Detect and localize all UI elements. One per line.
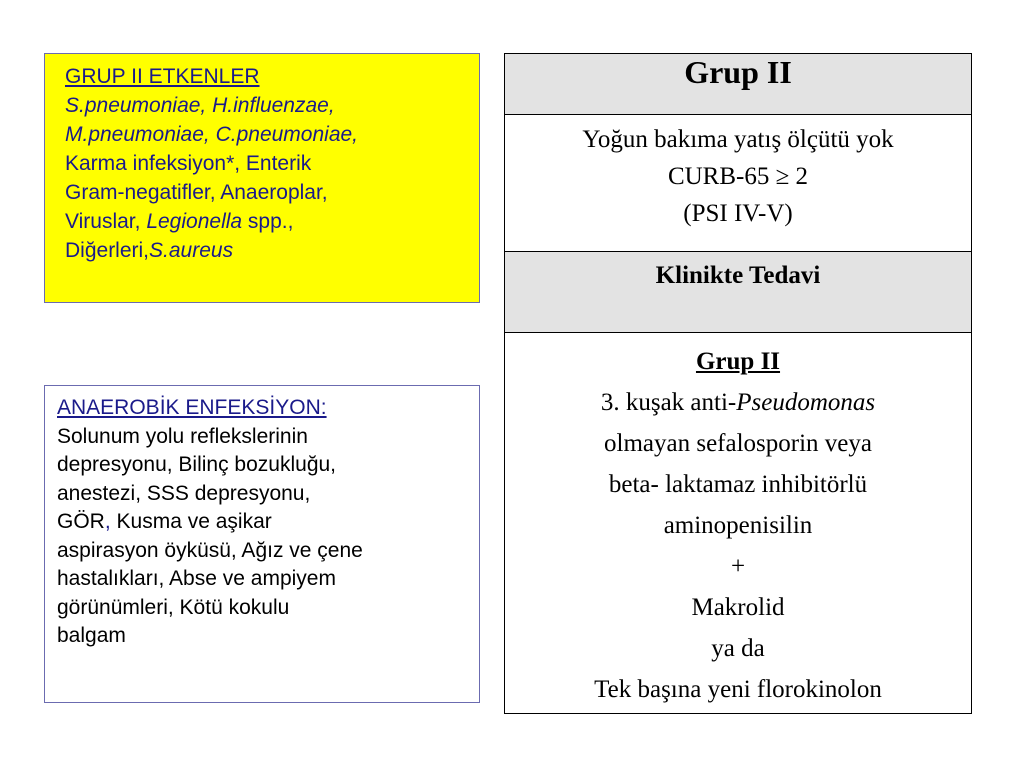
table-subheader: Klinikte Tedavi: [505, 252, 972, 333]
treatment-line-6: Makrolid: [691, 594, 785, 621]
anaerob-line-4: [57, 508, 473, 537]
etkenler-box: [44, 53, 480, 303]
criteria-line-3: (PSI IV-V): [683, 200, 793, 227]
criteria-cell: [505, 115, 972, 252]
anaerob-line-1: Solunum yolu reflekslerinin: [57, 424, 308, 448]
table-row: [505, 115, 972, 252]
treatment-line-1-b: Pseudomonas: [736, 389, 876, 416]
anaerob-line-4-a: GÖR: [57, 510, 105, 533]
etkenler-line-5-c: spp.,: [242, 210, 294, 233]
table-header: Grup II: [505, 54, 972, 115]
treatment-title: Grup II: [695, 348, 781, 375]
anaerob-line-4-b: ,: [104, 510, 111, 533]
etkenler-line-6: [65, 236, 473, 265]
criteria-line-2: CURB-65 ≥ 2: [667, 163, 809, 190]
anaerob-line-6: hastalıkları, Abse ve ampiyem: [57, 567, 336, 590]
treatment-line-8: Tek başına yeni florokinolon: [594, 676, 882, 703]
etkenler-line-4: Gram-negatifler, Anaeroplar,: [65, 181, 328, 204]
etkenler-line-6-a: Diğerleri,: [65, 239, 150, 262]
anaerob-line-3: anestezi, SSS depresyonu,: [57, 481, 311, 505]
table-row: [505, 252, 972, 333]
anaerob-line-4-c: Kusma ve aşikar: [110, 510, 272, 533]
etkenler-line-5-b: Legionella: [146, 210, 243, 233]
treatment-line-3: beta- laktamaz inhibitörlü: [608, 471, 868, 498]
etkenler-line-3: Karma infeksiyon*, Enterik: [65, 152, 312, 175]
etkenler-line-5: [65, 207, 473, 236]
treatment-cell: [505, 333, 972, 714]
etkenler-title: GRUP II ETKENLER: [65, 65, 260, 88]
anaerob-line-2: depresyonu, Bilinç bozukluğu,: [57, 453, 337, 476]
treatment-line-4: aminopenisilin: [663, 512, 813, 539]
anaerob-line-8: balgam: [57, 624, 126, 647]
table-row: [505, 54, 972, 115]
etkenler-line-5-a: Viruslar,: [65, 210, 147, 233]
criteria-line-1: Yoğun bakıma yatış ölçütü yok: [582, 126, 894, 153]
anaerob-line-5: aspirasyon öyküsü, Ağız ve çene: [57, 538, 363, 562]
treatment-table: [504, 53, 972, 714]
anaerob-box: [44, 385, 480, 703]
table-row: [505, 333, 972, 714]
etkenler-line-1: S.pneumoniae, H.influenzae,: [65, 94, 335, 117]
anaerob-line-7: görünümleri, Kötü kokulu: [57, 595, 290, 619]
treatment-line-1: [509, 382, 967, 423]
anaerob-title: ANAEROBİK ENFEKSİYON:: [57, 396, 327, 419]
treatment-line-5: +: [730, 553, 746, 580]
treatment-line-2: olmayan sefalosporin veya: [604, 430, 872, 457]
etkenler-line-6-b: S.aureus: [149, 239, 234, 262]
etkenler-line-2: M.pneumoniae, C.pneumoniae,: [65, 123, 359, 146]
treatment-line-7: ya da: [711, 635, 765, 662]
treatment-line-1-a: 3. kuşak anti-: [600, 389, 737, 416]
